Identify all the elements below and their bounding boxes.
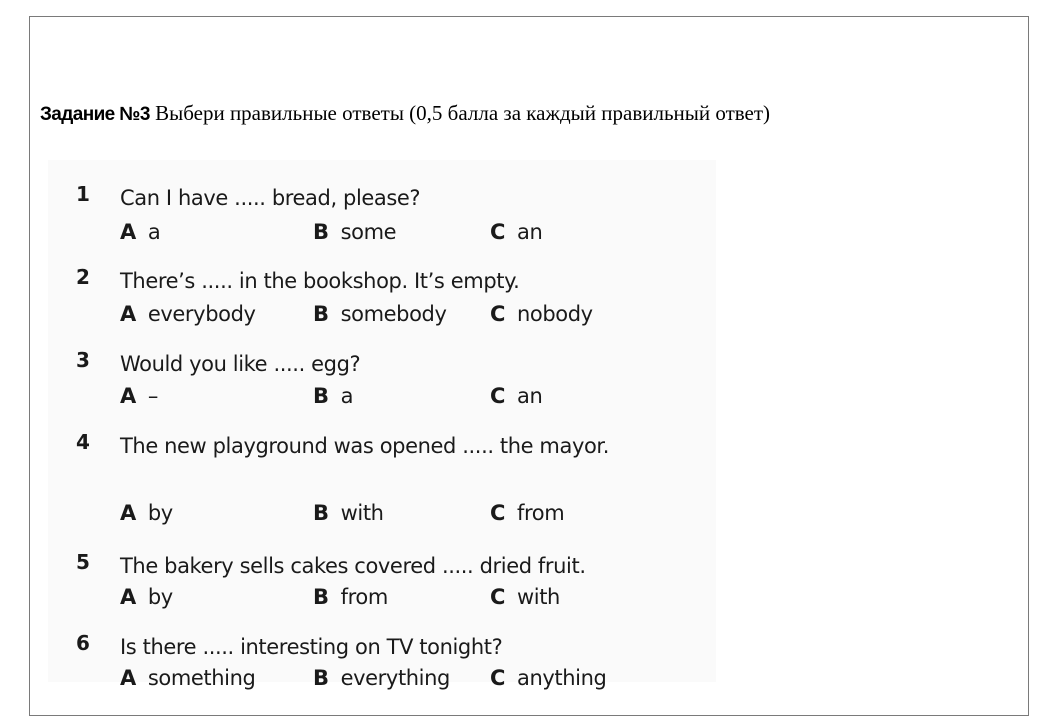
- option-a: [120, 585, 173, 609]
- option-text: from: [340, 585, 388, 609]
- option-text: by: [147, 585, 173, 609]
- option-letter: C: [490, 501, 506, 525]
- option-text: –: [147, 384, 158, 408]
- option-letter: B: [313, 384, 329, 408]
- option-letter: A: [120, 501, 136, 525]
- option-c: [490, 585, 560, 609]
- options-row: [120, 220, 680, 250]
- question-stem: Would you like ..... egg?: [120, 352, 361, 376]
- option-text: a: [340, 384, 354, 408]
- options-row: [120, 585, 680, 615]
- question-stem: The bakery sells cakes covered ..... dried fruit.: [120, 554, 586, 578]
- option-text: with: [340, 501, 384, 525]
- question-number: 5: [76, 550, 90, 574]
- option-text: some: [340, 220, 397, 244]
- option-letter: A: [120, 220, 136, 244]
- option-b: [313, 666, 450, 690]
- option-letter: C: [490, 666, 506, 690]
- option-c: [490, 220, 542, 244]
- option-letter: A: [120, 384, 136, 408]
- option-text: an: [517, 384, 543, 408]
- options-row: [120, 302, 680, 332]
- question-number: 1: [76, 182, 90, 206]
- option-a: [120, 384, 158, 408]
- option-text: by: [147, 501, 173, 525]
- option-letter: B: [313, 501, 329, 525]
- option-text: from: [517, 501, 565, 525]
- option-c: [490, 384, 542, 408]
- option-a: [120, 666, 255, 690]
- option-letter: A: [120, 585, 136, 609]
- option-letter: A: [120, 666, 136, 690]
- option-letter: C: [490, 302, 506, 326]
- task-instruction: Выбери правильные ответы (0,5 балла за каждый правильный ответ): [149, 101, 771, 125]
- option-text: anything: [517, 666, 607, 690]
- question-number: 4: [76, 430, 90, 454]
- task-heading: [40, 101, 770, 126]
- option-c: [490, 501, 564, 525]
- option-c: [490, 666, 606, 690]
- option-text: everything: [340, 666, 450, 690]
- option-letter: B: [313, 585, 329, 609]
- option-text: an: [517, 220, 543, 244]
- option-a: [120, 501, 173, 525]
- option-text: a: [147, 220, 161, 244]
- option-b: [313, 302, 447, 326]
- option-letter: C: [490, 384, 506, 408]
- option-letter: B: [313, 302, 329, 326]
- option-letter: B: [313, 666, 329, 690]
- option-letter: C: [490, 220, 506, 244]
- question-stem: There’s ..... in the bookshop. It’s empty.: [120, 269, 520, 293]
- options-row: [120, 384, 680, 414]
- option-letter: C: [490, 585, 506, 609]
- option-text: everybody: [147, 302, 256, 326]
- option-text: something: [147, 666, 256, 690]
- option-b: [313, 585, 388, 609]
- option-c: [490, 302, 593, 326]
- document-frame: [29, 16, 1029, 716]
- option-b: [313, 220, 396, 244]
- option-letter: A: [120, 302, 136, 326]
- task-number: Задание №3: [40, 104, 150, 125]
- question-stem: The new playground was opened ..... the mayor.: [120, 434, 610, 458]
- exercise-image: [48, 160, 716, 690]
- option-b: [313, 501, 384, 525]
- question-stem: Is there ..... interesting on TV tonight?: [120, 635, 503, 659]
- question-number: 6: [76, 631, 90, 655]
- options-row: [120, 501, 680, 531]
- option-b: [313, 384, 353, 408]
- question-number: 2: [76, 265, 90, 289]
- options-row: [120, 666, 680, 696]
- option-letter: B: [313, 220, 329, 244]
- option-a: [120, 220, 160, 244]
- option-a: [120, 302, 256, 326]
- option-text: with: [517, 585, 560, 609]
- option-text: somebody: [340, 302, 447, 326]
- question-number: 3: [76, 348, 90, 372]
- question-stem: Can I have ..... bread, please?: [120, 186, 421, 210]
- option-text: nobody: [517, 302, 593, 326]
